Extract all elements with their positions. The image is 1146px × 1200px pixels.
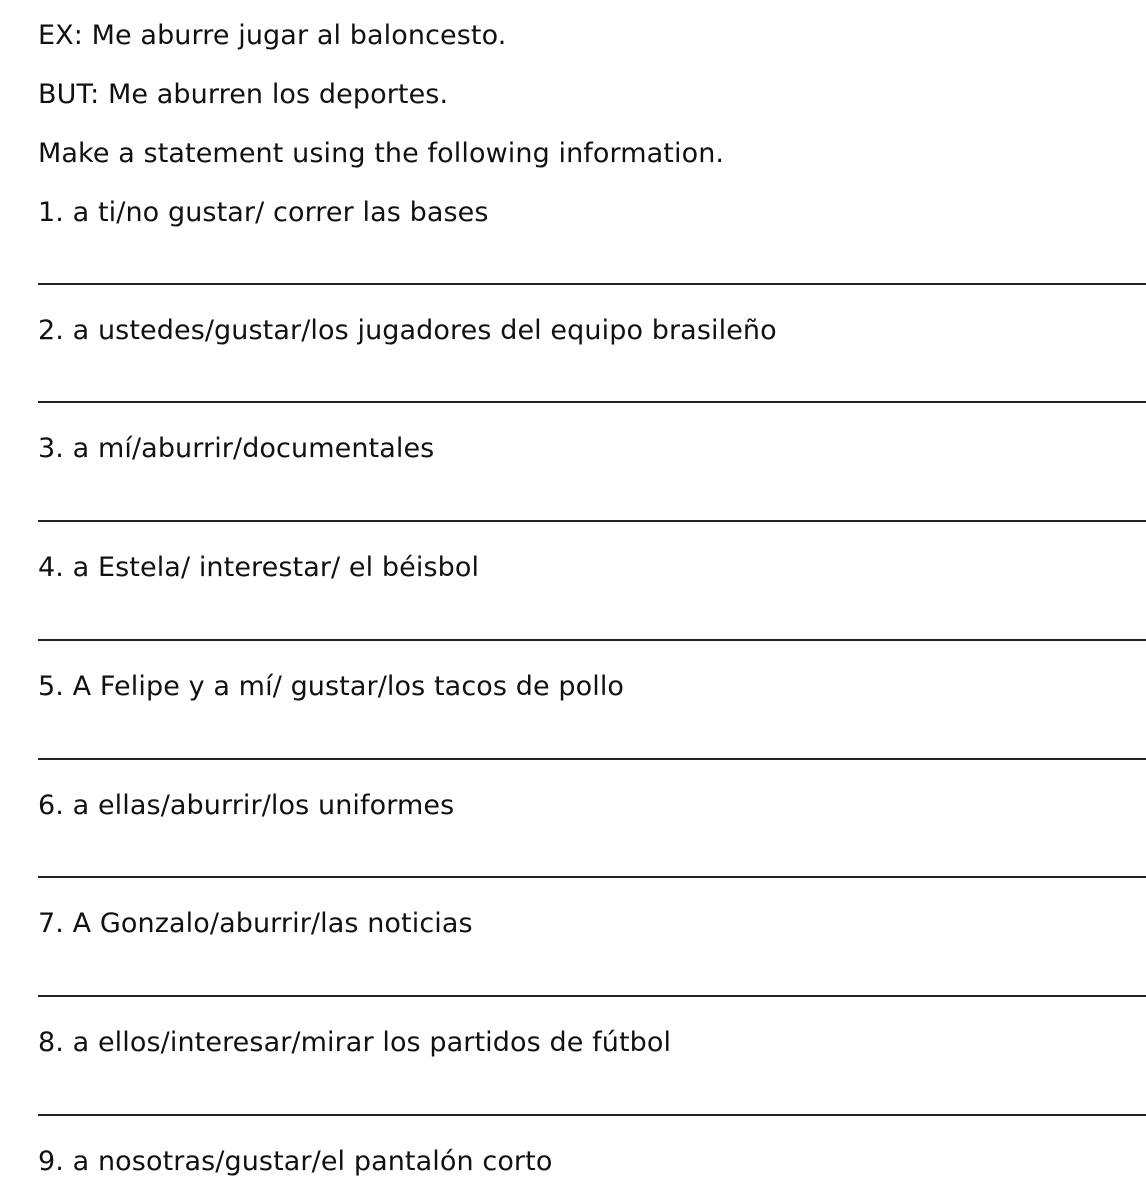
prompt-item-5: 5. A Felipe y a mí/ gustar/los tacos de pollo [38, 671, 625, 702]
answer-line-7[interactable] [38, 995, 1146, 997]
prompt-item-8: 8. a ellos/interesar/mirar los partidos de fútbol [38, 1027, 672, 1058]
answer-line-5[interactable] [38, 758, 1146, 760]
answer-line-3[interactable] [38, 520, 1146, 522]
instruction-text: Make a statement using the following information. [38, 138, 725, 169]
answer-line-2[interactable] [38, 401, 1146, 403]
example-sentence: EX: Me aburre jugar al baloncesto. [38, 20, 507, 51]
prompt-item-3: 3. a mí/aburrir/documentales [38, 433, 435, 464]
prompt-item-7: 7. A Gonzalo/aburrir/las noticias [38, 908, 473, 939]
answer-line-4[interactable] [38, 639, 1146, 641]
answer-line-1[interactable] [38, 283, 1146, 285]
prompt-item-1: 1. a ti/no gustar/ correr las bases [38, 197, 489, 228]
contrast-sentence: BUT: Me aburren los deportes. [38, 79, 449, 110]
answer-line-8[interactable] [38, 1114, 1146, 1116]
prompt-item-9: 9. a nosotras/gustar/el pantalón corto [38, 1146, 553, 1177]
answer-line-6[interactable] [38, 876, 1146, 878]
prompt-item-6: 6. a ellas/aburrir/los uniformes [38, 790, 455, 821]
prompt-item-4: 4. a Estela/ interestar/ el béisbol [38, 552, 480, 583]
prompt-item-2: 2. a ustedes/gustar/los jugadores del equipo brasileño [38, 315, 777, 346]
